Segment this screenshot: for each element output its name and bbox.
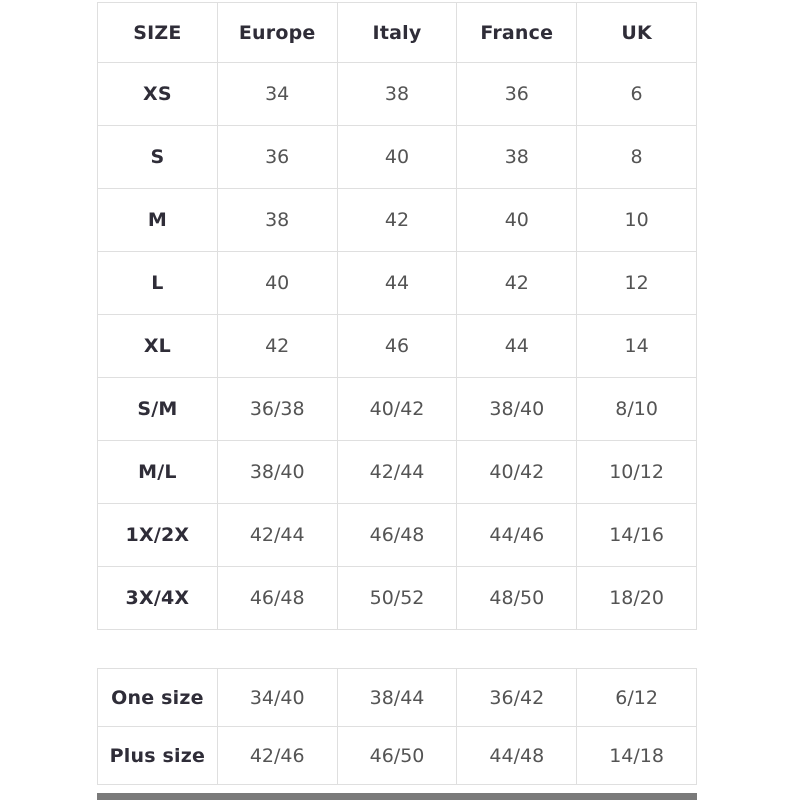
horizontal-scrollbar-thumb[interactable]: [97, 793, 697, 800]
data-cell: 40/42: [337, 378, 457, 441]
table-row: [98, 252, 697, 315]
row-label-cell: Plus size: [98, 727, 218, 785]
data-cell: 42/46: [217, 727, 337, 785]
data-cell: 8/10: [577, 378, 697, 441]
data-cell: 40: [457, 189, 577, 252]
data-cell: 42/44: [337, 441, 457, 504]
data-cell: 46: [337, 315, 457, 378]
data-cell: 38/40: [217, 441, 337, 504]
data-cell: 44/46: [457, 504, 577, 567]
table-row: [98, 441, 697, 504]
data-cell: 34/40: [217, 669, 337, 727]
data-cell: 48/50: [457, 567, 577, 630]
table-row: [98, 378, 697, 441]
data-cell: 44/48: [457, 727, 577, 785]
data-cell: 12: [577, 252, 697, 315]
row-label-cell: One size: [98, 669, 218, 727]
data-cell: 6/12: [577, 669, 697, 727]
data-cell: 46/50: [337, 727, 457, 785]
column-header-uk: UK: [577, 3, 697, 63]
data-cell: 38: [217, 189, 337, 252]
column-header-france: France: [457, 3, 577, 63]
data-cell: 14: [577, 315, 697, 378]
data-cell: 14/18: [577, 727, 697, 785]
data-cell: 44: [457, 315, 577, 378]
table-row: [98, 567, 697, 630]
column-header-europe: Europe: [217, 3, 337, 63]
data-cell: 38: [337, 63, 457, 126]
column-header-size: SIZE: [98, 3, 218, 63]
data-cell: 34: [217, 63, 337, 126]
table-row: [98, 189, 697, 252]
table-row: [98, 504, 697, 567]
data-cell: 6: [577, 63, 697, 126]
data-cell: 38: [457, 126, 577, 189]
row-label-cell: 3X/4X: [98, 567, 218, 630]
data-cell: 18/20: [577, 567, 697, 630]
data-cell: 42: [457, 252, 577, 315]
data-cell: 40: [217, 252, 337, 315]
data-cell: 40/42: [457, 441, 577, 504]
data-cell: 46/48: [337, 504, 457, 567]
data-cell: 10/12: [577, 441, 697, 504]
data-cell: 38/44: [337, 669, 457, 727]
table-row: [98, 727, 697, 785]
row-label-cell: M: [98, 189, 218, 252]
header-row: [98, 3, 697, 63]
data-cell: 50/52: [337, 567, 457, 630]
size-conversion-table: [97, 2, 697, 630]
special-sizes-table: [97, 668, 697, 785]
data-cell: 36/42: [457, 669, 577, 727]
data-cell: 36: [457, 63, 577, 126]
data-cell: 36: [217, 126, 337, 189]
data-cell: 14/16: [577, 504, 697, 567]
table-row: [98, 126, 697, 189]
data-cell: 44: [337, 252, 457, 315]
row-label-cell: XS: [98, 63, 218, 126]
row-label-cell: L: [98, 252, 218, 315]
data-cell: 40: [337, 126, 457, 189]
table-row: [98, 63, 697, 126]
special-sizes-table-body: [98, 669, 697, 785]
size-conversion-table-header: [98, 3, 697, 63]
data-cell: 42: [337, 189, 457, 252]
table-row: [98, 315, 697, 378]
data-cell: 8: [577, 126, 697, 189]
data-cell: 42/44: [217, 504, 337, 567]
column-header-italy: Italy: [337, 3, 457, 63]
data-cell: 38/40: [457, 378, 577, 441]
data-cell: 10: [577, 189, 697, 252]
row-label-cell: S: [98, 126, 218, 189]
row-label-cell: XL: [98, 315, 218, 378]
table-row: [98, 669, 697, 727]
data-cell: 36/38: [217, 378, 337, 441]
row-label-cell: 1X/2X: [98, 504, 218, 567]
size-conversion-table-body: [98, 63, 697, 630]
data-cell: 42: [217, 315, 337, 378]
data-cell: 46/48: [217, 567, 337, 630]
row-label-cell: M/L: [98, 441, 218, 504]
row-label-cell: S/M: [98, 378, 218, 441]
